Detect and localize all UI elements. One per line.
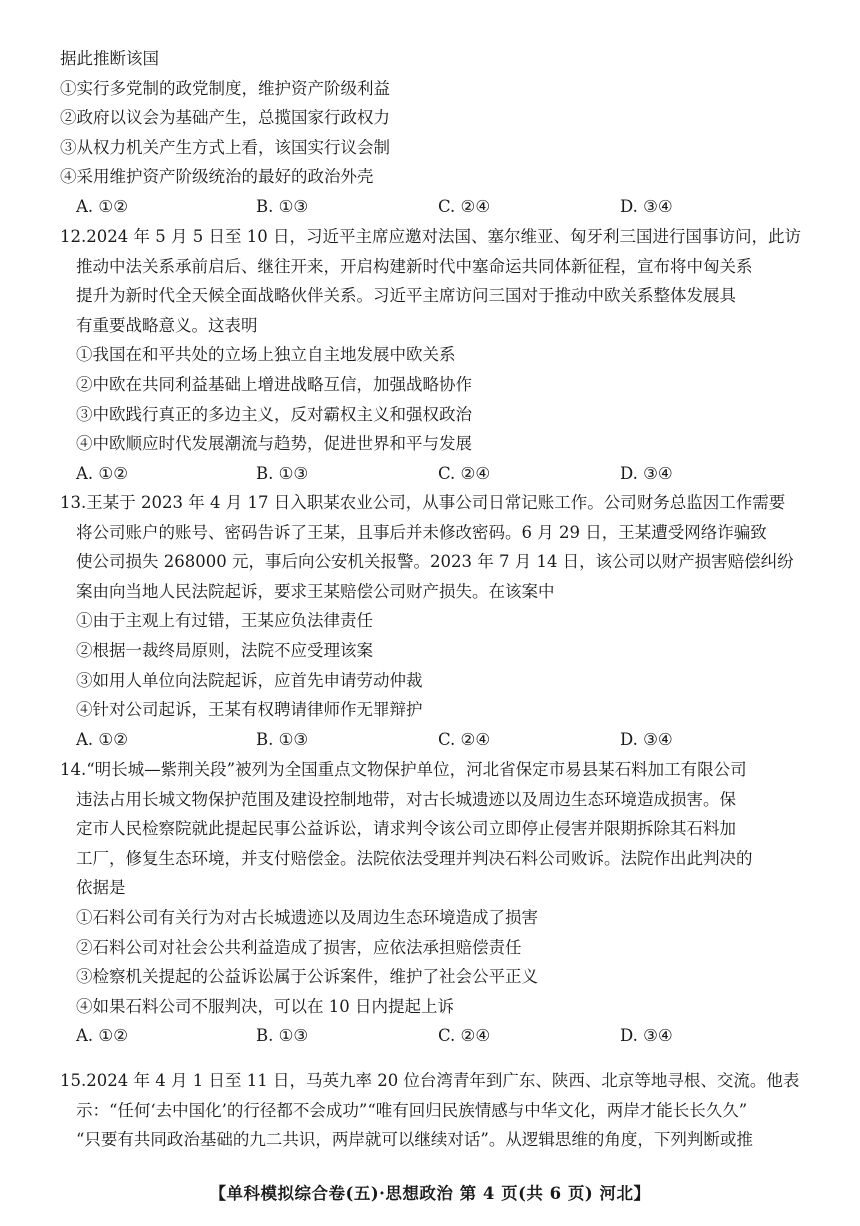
q14-stem-5: 依据是 xyxy=(76,878,126,898)
q13-stem-4: 案由向当地人民法院起诉，要求王某赔偿公司财产损失。在该案中 xyxy=(76,581,555,601)
q12-stem-line-1 xyxy=(60,222,810,252)
q13-choice-a[interactable]: A. ①② xyxy=(76,729,128,749)
q13-stem-line-1 xyxy=(60,488,810,518)
q14-stem-2: 违法占用长城文物保护范围及建设控制地带，对古长城遗迹以及周边生态环境造成损害。保 xyxy=(76,789,736,809)
q13-stem-2: 将公司账户的账号、密码告诉了王某，且事后并未修改密码。6 月 29 日，王某遭受网络诈骗致 xyxy=(76,522,767,542)
q11-option-2: ②政府以议会为基础产生，总揽国家行政权力 xyxy=(60,108,390,128)
q14-choice-b[interactable]: B. ①③ xyxy=(256,1026,309,1046)
q15-stem-2: 示：“任何‘去中国化’的行径都不会成功”“唯有回归民族情感与中华文化，两岸才能长长久久” xyxy=(76,1100,748,1120)
question-12 xyxy=(60,222,810,488)
q12-number: 12. xyxy=(60,227,87,246)
q12-stem-3: 提升为新时代全天候全面战略伙伴关系。习近平主席访问三国对于推动中欧关系整体发展具 xyxy=(76,286,736,306)
q12-stem-2: 推动中法关系承前启后、继往开来，开启构建新时代中塞命运共同体新征程，宣布将中匈关系 xyxy=(76,256,753,276)
q14-option-2: ②石料公司对社会公共利益造成了损害，应依法承担赔偿责任 xyxy=(76,937,522,957)
q13-choice-d[interactable]: D. ③④ xyxy=(620,729,673,749)
q12-choice-b[interactable]: B. ①③ xyxy=(256,463,309,483)
q12-stem-1: 2024 年 5 月 5 日至 10 日，习近平主席应邀对法国、塞尔维亚、匈牙利三国进行国事访问，此访 xyxy=(86,227,801,246)
page-footer: 【单科模拟综合卷(五)·思想政治 第 4 页(共 6 页) 河北】 xyxy=(209,1184,651,1203)
q14-option-1: ①石料公司有关行为对古长城遗迹以及周边生态环境造成了损害 xyxy=(76,907,538,927)
q15-stem-1: 2024 年 4 月 1 日至 11 日，马英九率 20 位台湾青年到广东、陕西、北京等地寻根、交流。他表 xyxy=(86,1071,800,1090)
q12-choice-c[interactable]: C. ②④ xyxy=(438,463,491,483)
q13-choices xyxy=(60,725,810,755)
q14-stem-3: 定市人民检察院就此提起民事公益诉讼，请求判令该公司立即停止侵害并限期拆除其石料加 xyxy=(76,819,736,839)
q15-stem-line-1 xyxy=(60,1066,810,1096)
q11-choice-c[interactable]: C. ②④ xyxy=(438,196,491,216)
question-11-tail xyxy=(60,44,810,222)
q14-choices xyxy=(60,1021,810,1051)
q14-option-4: ④如果石料公司不服判决，可以在 10 日内提起上诉 xyxy=(76,996,454,1016)
q12-choices xyxy=(60,459,810,489)
q13-option-2: ②根据一裁终局原则，法院不应受理该案 xyxy=(76,640,373,660)
q12-option-1: ①我国在和平共处的立场上独立自主地发展中欧关系 xyxy=(76,345,456,365)
q12-choice-d[interactable]: D. ③④ xyxy=(620,463,673,483)
q14-stem-1: “明长城—紫荆关段”被列为全国重点文物保护单位，河北省保定市易县某石料加工有限公司 xyxy=(86,760,747,779)
q12-stem-4: 有重要战略意义。这表明 xyxy=(76,315,258,335)
question-13 xyxy=(60,488,810,754)
q11-choice-a[interactable]: A. ①② xyxy=(76,196,128,216)
q11-choice-d[interactable]: D. ③④ xyxy=(620,196,673,216)
q14-number: 14. xyxy=(60,760,87,779)
q11-choice-b[interactable]: B. ①③ xyxy=(256,196,309,216)
q12-option-3: ③中欧践行真正的多边主义，反对霸权主义和强权政治 xyxy=(76,404,472,424)
q14-choice-d[interactable]: D. ③④ xyxy=(620,1026,673,1046)
q12-choice-a[interactable]: A. ①② xyxy=(76,463,128,483)
q13-stem-3: 使公司损失 268000 元，事后向公安机关报警。2023 年 7 月 14 日，该公司以财产损害赔偿纠纷 xyxy=(76,552,794,572)
question-14 xyxy=(60,755,810,1051)
question-15 xyxy=(60,1066,810,1155)
q15-stem-3: “只要有共同政治基础的九二共识，两岸就可以继续对话”。从逻辑思维的角度，下列判断或推 xyxy=(76,1130,753,1150)
q15-number: 15. xyxy=(60,1071,87,1090)
q13-choice-b[interactable]: B. ①③ xyxy=(256,729,309,749)
q11-intro: 据此推断该国 xyxy=(60,49,159,68)
q14-stem-line-1 xyxy=(60,755,810,785)
q11-option-1: ①实行多党制的政党制度，维护资产阶级利益 xyxy=(60,78,390,98)
q14-stem-4: 工厂，修复生态环境，并支付赔偿金。法院依法受理并判决石料公司败诉。法院作出此判决的 xyxy=(76,848,753,868)
q13-option-3: ③如用人单位向法院起诉，应首先申请劳动仲裁 xyxy=(76,670,423,690)
q12-option-4: ④中欧顺应时代发展潮流与趋势，促进世界和平与发展 xyxy=(76,434,472,454)
q14-choice-a[interactable]: A. ①② xyxy=(76,1026,128,1046)
q12-option-2: ②中欧在共同利益基础上增进战略互信，加强战略协作 xyxy=(76,374,472,394)
q14-option-3: ③检察机关提起的公益诉讼属于公诉案件，维护了社会公平正义 xyxy=(76,967,538,987)
q14-choice-c[interactable]: C. ②④ xyxy=(438,1026,491,1046)
q11-option-3: ③从权力机关产生方式上看，该国实行议会制 xyxy=(60,137,390,157)
q11-option-4: ④采用维护资产阶级统治的最好的政治外壳 xyxy=(60,167,374,187)
q13-choice-c[interactable]: C. ②④ xyxy=(438,729,491,749)
q11-choices xyxy=(60,192,810,222)
q13-stem-1: 王某于 2023 年 4 月 17 日入职某农业公司，从事公司日常记账工作。公司财务总监因工作需要 xyxy=(86,493,786,512)
q13-option-4: ④针对公司起诉，王某有权聘请律师作无罪辩护 xyxy=(76,700,423,720)
q13-number: 13. xyxy=(60,493,87,512)
q13-option-1: ①由于主观上有过错，王某应负法律责任 xyxy=(76,611,373,631)
